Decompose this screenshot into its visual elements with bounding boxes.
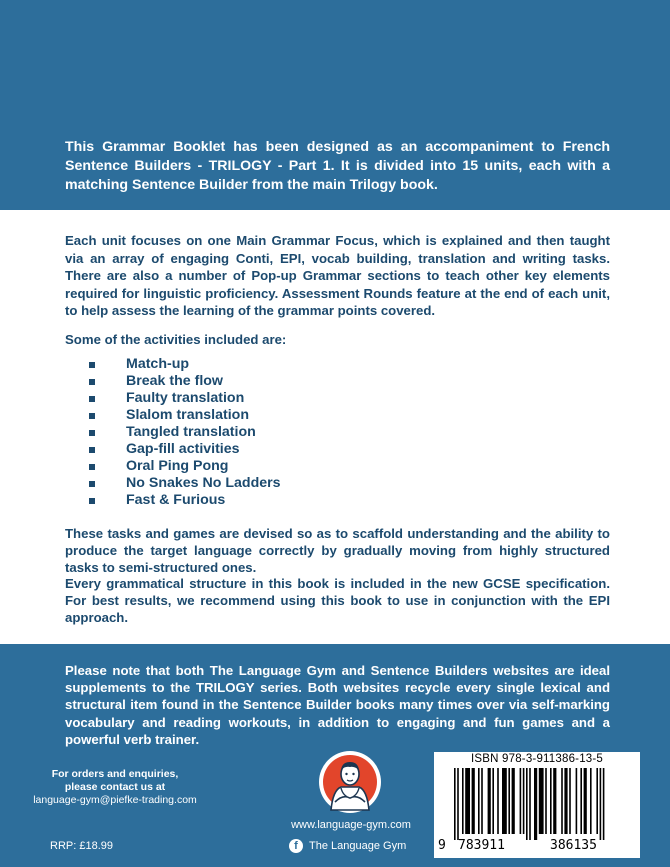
scaffold-text-2: Every grammatical structure in this book is included in the new GCSE specification. For best results, we recommend using this book to use in conjunction with the EPI approach. xyxy=(65,576,610,625)
barcode-bar xyxy=(545,768,547,834)
activities-list xyxy=(89,356,281,509)
bullet-icon xyxy=(89,396,95,402)
scaffold-text-1: These tasks and games are devised so as to scaffold understanding and the ability to produce the target language correctly by gradually moving from highly structured tasks to semi-structured ones. xyxy=(65,526,610,575)
scaffold-paragraph xyxy=(65,526,610,627)
intro-paragraph: This Grammar Booklet has been designed as an accompaniment to French Sentence Builders - TRILOGY - Part 1. It is divided into 15 units, each with a matching Sentence Builder from the main Trilogy book. xyxy=(65,139,610,193)
websites-paragraph: Please note that both The Language Gym and Sentence Builders websites are ideal supplements to the TRILOGY series. Both websites recycle every single lexical and structural item found in the Sentence Builder books many times over via self-marking vocabulary and reading workouts, in addition to engaging and fun games and a powerful verb trainer. xyxy=(65,663,610,747)
facebook-icon: f xyxy=(289,839,303,853)
barcode-digits-left: 783911 xyxy=(458,838,505,853)
list-item: Slalom translation xyxy=(89,407,281,424)
barcode-bar xyxy=(502,768,507,834)
focus-paragraph: Each unit focuses on one Main Grammar Focus, which is explained and then taught via an array of engaging Conti, EPI, vocab building, translation and writing tasks. There are also a number of Pop-up Grammar sections to teach other key elements required for linguistic proficiency. Assessment Rounds feature at the end of each unit, to help assess the learning of the grammar points covered. xyxy=(65,233,610,319)
barcode-bar xyxy=(580,768,582,834)
bullet-icon xyxy=(89,362,95,368)
list-item: Fast & Furious xyxy=(89,492,281,509)
facebook-link[interactable] xyxy=(289,838,406,854)
orders-email[interactable]: language-gym@piefke-trading.com xyxy=(33,794,197,806)
barcode-bar xyxy=(462,768,464,834)
bullet-icon xyxy=(89,498,95,504)
bullet-icon xyxy=(89,464,95,470)
barcode-bar xyxy=(596,768,598,834)
barcode-bar xyxy=(523,768,525,834)
barcode-bar xyxy=(488,768,491,834)
bullet-icon xyxy=(89,379,95,385)
barcode-bar xyxy=(478,768,480,834)
barcode-bar xyxy=(529,768,531,840)
list-item: Match-up xyxy=(89,356,281,373)
barcode-bar xyxy=(576,768,578,834)
barcode-bar xyxy=(553,768,556,834)
barcode-bar xyxy=(569,768,571,834)
language-gym-logo xyxy=(317,750,383,814)
barcode-digits xyxy=(434,838,640,858)
barcode-bar xyxy=(600,768,602,840)
barcode-bar xyxy=(497,768,499,834)
barcode-bar xyxy=(584,768,587,834)
bullet-icon xyxy=(89,413,95,419)
barcode-bar xyxy=(492,768,494,834)
barcode-bar xyxy=(590,768,592,834)
barcode-bar xyxy=(465,768,470,834)
activities-heading: Some of the activities included are: xyxy=(65,332,287,347)
barcode-bar xyxy=(564,768,567,834)
barcode-bar xyxy=(508,768,510,834)
bullet-icon xyxy=(89,447,95,453)
orders-line-1: For orders and enquiries, xyxy=(51,768,179,780)
list-item: Break the flow xyxy=(89,373,281,390)
barcode-bar xyxy=(472,768,475,834)
barcode-digit-first: 9 xyxy=(438,838,446,853)
list-item: Oral Ping Pong xyxy=(89,458,281,475)
barcode-bar xyxy=(561,768,563,834)
barcode-bar xyxy=(550,768,552,834)
barcode-bar xyxy=(539,768,544,834)
website-link[interactable]: www.language-gym.com xyxy=(291,819,411,831)
list-item: Tangled translation xyxy=(89,424,281,441)
isbn-barcode xyxy=(434,752,640,858)
barcode-bar xyxy=(481,768,483,834)
list-item: No Snakes No Ladders xyxy=(89,475,281,492)
bullet-icon xyxy=(89,430,95,436)
barcode-bar xyxy=(520,768,522,834)
barcode-bars xyxy=(434,768,640,840)
isbn-label: ISBN 978-3-911386-13-5 xyxy=(470,753,604,765)
barcode-bar xyxy=(526,768,528,840)
orders-contact xyxy=(33,768,197,807)
barcode-bar xyxy=(603,768,605,840)
barcode-digits-right: 386135 xyxy=(550,838,597,853)
barcode-bar xyxy=(454,768,456,840)
barcode-bar xyxy=(512,768,515,834)
orders-line-2: please contact us at xyxy=(64,781,166,793)
price-label: RRP: £18.99 xyxy=(50,840,113,852)
list-item: Gap-fill activities xyxy=(89,441,281,458)
facebook-label: The Language Gym xyxy=(309,840,407,852)
list-item: Faulty translation xyxy=(89,390,281,407)
barcode-bar xyxy=(457,768,459,840)
bullet-icon xyxy=(89,481,95,487)
barcode-bar xyxy=(534,768,537,840)
